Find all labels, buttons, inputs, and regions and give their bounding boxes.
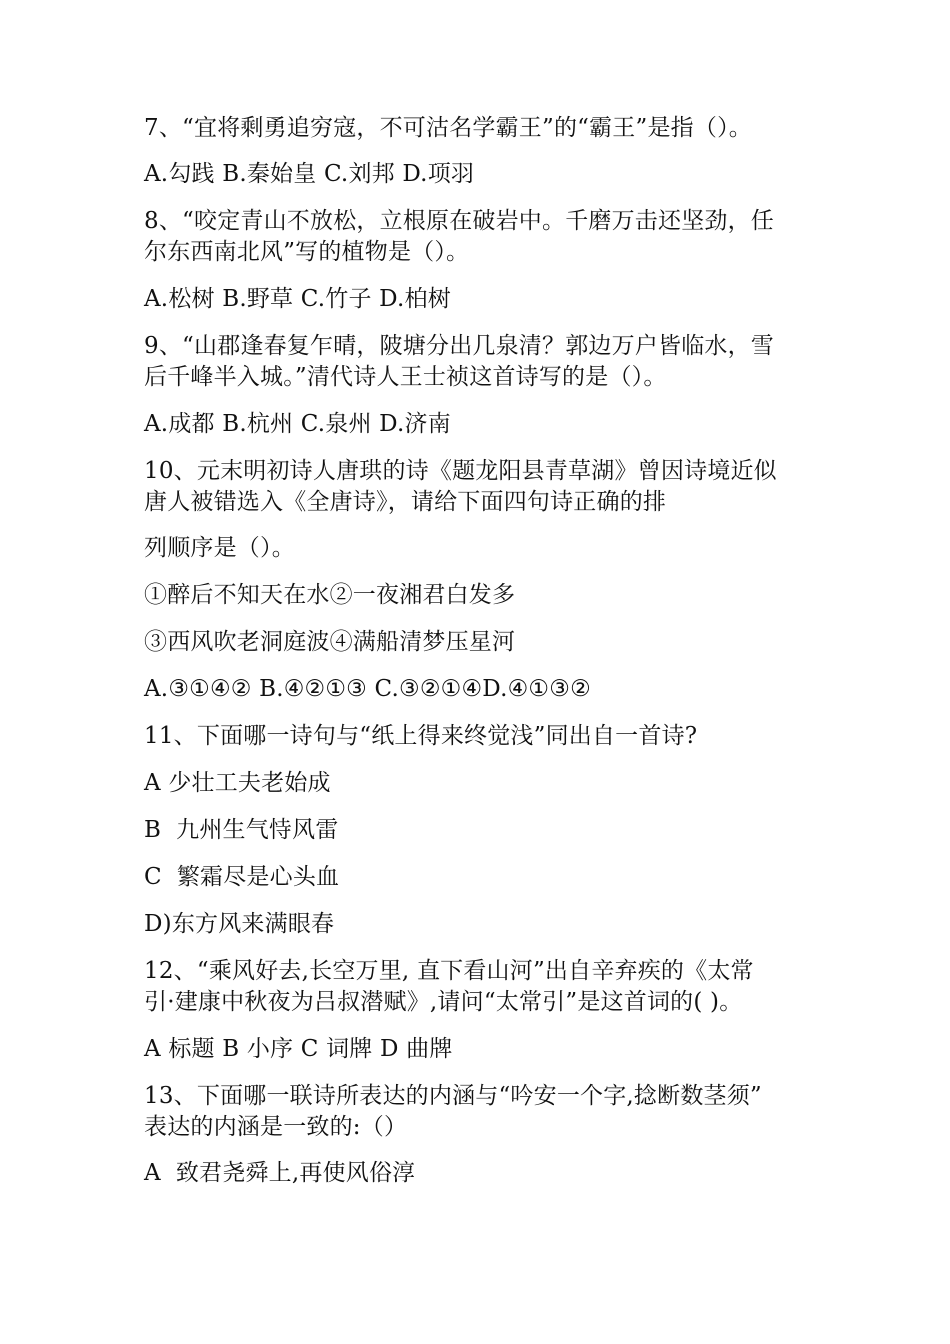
- question-10-verse-line-2: ③西风吹老洞庭波④满船清梦压星河: [144, 629, 516, 655]
- question-10-options: A.③①④② B.④②①③ C.③②①④D.④①③②: [144, 676, 591, 702]
- question-10-verse-line-1: ①醉后不知天在水②一夜湘君白发多: [144, 582, 516, 608]
- question-11-option-a: A 少壮工夫老始成: [144, 770, 331, 796]
- question-13-option-a: A 致君尧舜上,再使风俗淳: [144, 1160, 416, 1186]
- question-12-stem-line-1: 12、“乘风好去,长空万里, 直下看山河”出自辛弃疾的《太常: [144, 958, 754, 984]
- question-7-stem: 7、“宜将剩勇追穷寇，不可沽名学霸王”的“霸王”是指（）。: [144, 115, 752, 141]
- question-7-options: A.勾践 B.秦始皇 C.刘邦 D.项羽: [144, 161, 475, 187]
- question-12-stem-line-2: 引·建康中秋夜为吕叔潜赋》,请问“太常引”是这首词的( )。: [144, 989, 743, 1015]
- question-11-option-c: C 繁霜尽是心头血: [144, 864, 340, 890]
- question-13-stem-line-2: 表达的内涵是一致的:（）: [144, 1114, 408, 1140]
- question-12-options: A 标题 B 小序 C 词牌 D 曲牌: [144, 1036, 453, 1062]
- question-9-stem-line-1: 9、“山郡逢春复乍晴，陂塘分出几泉清？郭边万户皆临水，雪: [144, 333, 774, 359]
- question-9-options: A.成都 B.杭州 C.泉州 D.济南: [144, 411, 451, 437]
- question-11-stem: 11、下面哪一诗句与“纸上得来终觉浅”同出自一首诗?: [144, 723, 698, 749]
- question-10-stem-line-1: 10、元末明初诗人唐珙的诗《题龙阳县青草湖》曾因诗境近似: [144, 458, 777, 484]
- question-8-stem-line-2: 尔东西南北风”写的植物是（）。: [144, 239, 470, 265]
- question-10-stem-line-2: 唐人被错选入《全唐诗》，请给下面四句诗正确的排: [144, 489, 667, 515]
- question-8-stem-line-1: 8、“咬定青山不放松，立根原在破岩中。千磨万击还坚劲，任: [144, 208, 774, 234]
- question-11-option-b: B 九州生气恃风雷: [144, 817, 339, 843]
- question-8-options: A.松树 B.野草 C.竹子 D.柏树: [144, 286, 451, 312]
- question-9-stem-line-2: 后千峰半入城。”清代诗人王士祯这首诗写的是（）。: [144, 364, 667, 390]
- question-13-stem-line-1: 13、下面哪一联诗所表达的内涵与“吟安一个字,捻断数茎须”: [144, 1083, 762, 1109]
- question-10-stem-line-3: 列顺序是（）。: [144, 535, 295, 561]
- question-11-option-d: D)东方风来满眼春: [144, 911, 335, 937]
